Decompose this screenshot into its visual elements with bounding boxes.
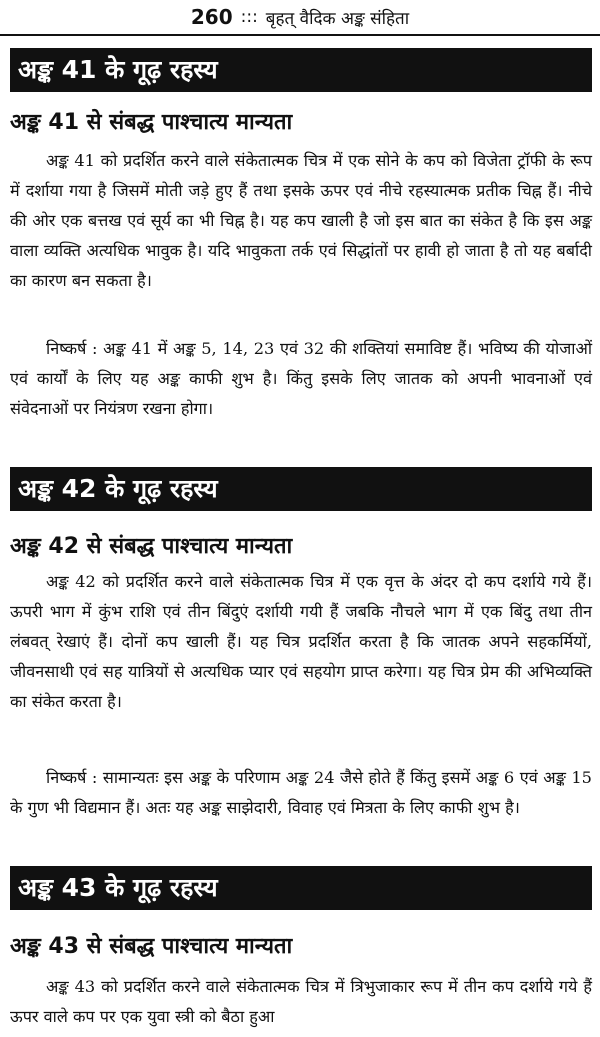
section-conclusion: निष्कर्ष : सामान्यतः इस अङ्क के परिणाम अङ्क 24 जैसे होते हैं किंतु इसमें अङ्क 6 एवं अङ्क 15 के गुण भी विद्यमान हैं। अतः यह अङ्क साझेदारी, विवाह एवं मित्रता के लिए काफी शुभ है। — [10, 768, 592, 817]
section-title-bar: अङ्क 41 के गूढ़ रहस्य — [10, 48, 592, 92]
section-title-bar: अङ्क 43 के गूढ़ रहस्य — [10, 866, 592, 910]
section-subheading: अङ्क 43 से संबद्ध पाश्चात्य मान्यता — [10, 934, 293, 959]
book-title: बृहत् वैदिक अङ्क संहिता — [265, 8, 410, 29]
section-paragraph: अङ्क 42 को प्रदर्शित करने वाले संकेतात्मक चित्र में एक वृत्त के अंदर दो कप दर्शाये गये हैं। ऊपरी भाग में कुंभ राशि एवं तीन बिंदुएं दर्शायी गयी हैं जबकि नौचले भाग में एक बिंदु तथा तीन लंबवत् रेखाएं हैं। दोनों कप खाली हैं। यह चित्र प्रदर्शित करता है कि जातक अपने सहकर्मियों, जीवनसाथी एवं सह यात्रियों से अत्यधिक प्यार एवं सहयोग प्राप्त करेगा। यह चित्र प्रेम की अभिव्यक्ति का संकेत करता है। — [10, 572, 592, 711]
section-conclusion: निष्कर्ष : अङ्क 41 में अङ्क 5, 14, 23 एवं 32 की शक्तियां समाविष्ट हैं। भविष्य की योजाओं एवं कार्यों के लिए यह अङ्क काफी शुभ है। किंतु इसके लिए जातक को अपनी भावनाओं एवं संवेदनाओं पर नियंत्रण रखना होगा। — [10, 339, 592, 418]
header-separator: ::: — [240, 7, 258, 27]
section-paragraph: अङ्क 43 को प्रदर्शित करने वाले संकेतात्मक चित्र में त्रिभुजाकार रूप में तीन कप दर्शाये गये हैं ऊपर वाले कप पर एक युवा स्त्री को बैठा हुआ — [10, 977, 592, 1026]
page-header — [0, 0, 600, 36]
section-subheading: अङ्क 41 से संबद्ध पाश्चात्य मान्यता — [10, 110, 293, 135]
section-paragraph: अङ्क 41 को प्रदर्शित करने वाले संकेतात्मक चित्र में एक सोने के कप को विजेता ट्रॉफी के रूप में दर्शाया गया है जिसमें मोती जड़े हुए हैं तथा इसके ऊपर एवं नीचे रहस्यात्मक प्रतीक चिह्न हैं। नीचे की ओर एक बत्तख एवं सूर्य का भी चिह्न है। यह कप खाली है जो इस बात का संकेत है कि इस अङ्क वाला व्यक्ति अत्यधिक भावुक है। यदि भावुकता तर्क एवं सिद्धांतों पर हावी हो जाता है तो यह बर्बादी का कारण बन सकता है। — [10, 151, 592, 290]
section-title-bar: अङ्क 42 के गूढ़ रहस्य — [10, 467, 592, 511]
page-number: 260 — [190, 5, 233, 29]
section-subheading: अङ्क 42 से संबद्ध पाश्चात्य मान्यता — [10, 534, 293, 559]
